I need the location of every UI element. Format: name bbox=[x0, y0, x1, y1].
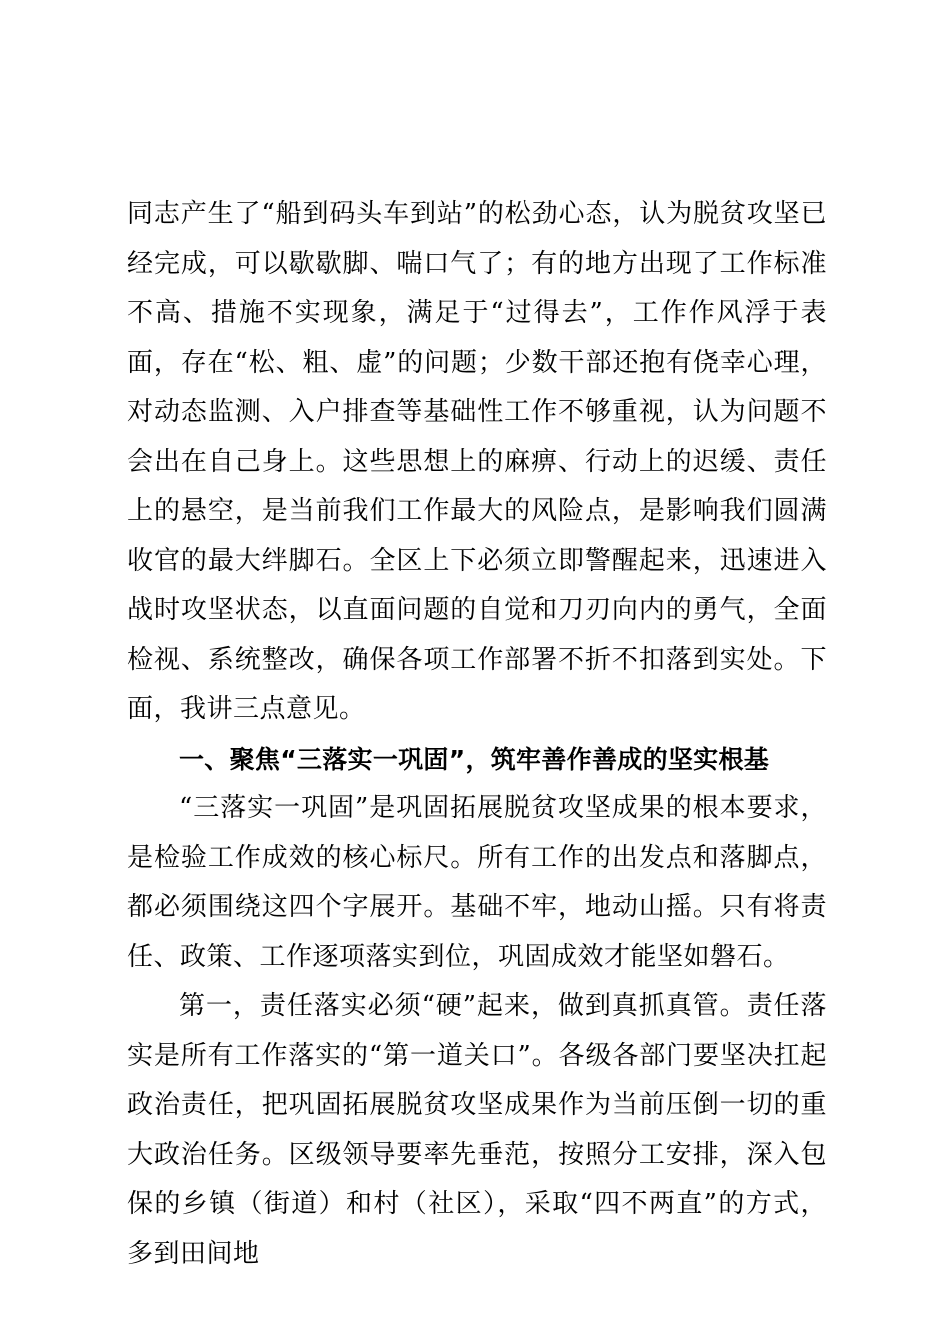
paragraph-first-point: 第一，责任落实必须“硬”起来，做到真抓真管。责任落实是所有工作落实的“第一道关口”。各级各部门要坚决扛起政治责任，把巩固拓展脱贫攻坚成果作为当前压倒一切的重大政治任务。区级领导要率先垂范，按照分工安排，深入包保的乡镇（街道）和村（社区），采取“四不两直”的方式，多到田间地 bbox=[127, 991, 827, 1269]
paragraph-section-intro: “三落实一巩固”是巩固拓展脱贫攻坚成果的根本要求，是检验工作成效的核心标尺。所有工作的出发点和落脚点，都必须围绕这四个字展开。基础不牢，地动山摇。只有将责任、政策、工作逐项落实到位，巩固成效才能坚如磐石。 bbox=[127, 793, 827, 972]
paragraph-continuation: 同志产生了“船到码头车到站”的松劲心态，认为脱贫攻坚已经完成，可以歇歇脚、喘口气了；有的地方出现了工作标准不高、措施不实现象，满足于“过得去”，工作作风浮于表面，存在“松、粗、虚”的问题；少数干部还抱有侥幸心理，对动态监测、入户排查等基础性工作不够重视，认为问题不会出在自己身上。这些思想上的麻痹、行动上的迟缓、责任上的悬空，是当前我们工作最大的风险点，是影响我们圆满收官的最大绊脚石。全区上下必须立即警醒起来，迅速进入战时攻坚状态，以直面问题的自觉和刀刃向内的勇气，全面检视、系统整改，确保各项工作部署不折不扣落到实处。下面，我讲三点意见。 bbox=[127, 199, 827, 724]
document-body bbox=[127, 190, 827, 1279]
section-heading: 一、聚焦“三落实一巩固”，筑牢善作善成的坚实根基 bbox=[179, 744, 770, 774]
